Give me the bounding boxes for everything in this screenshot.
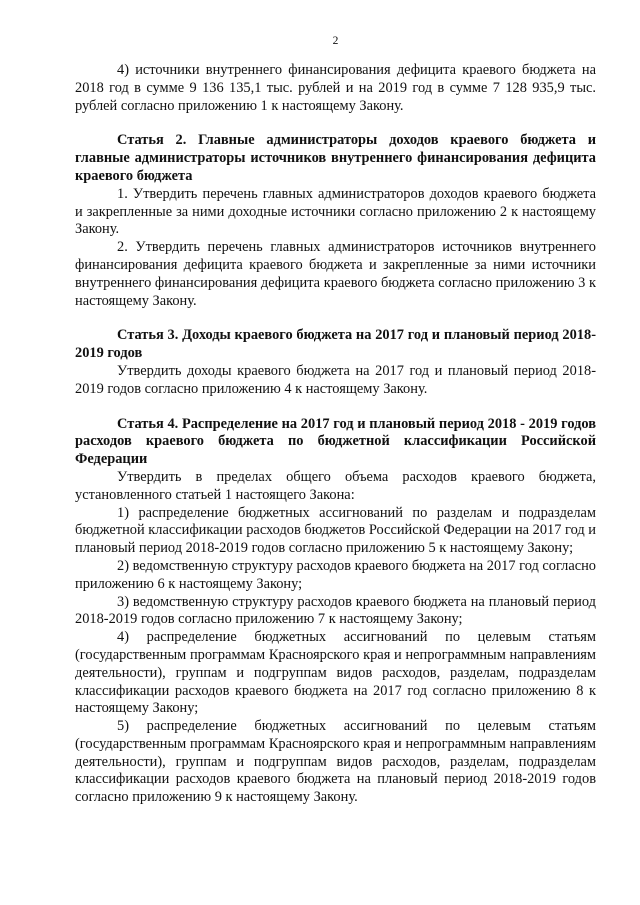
spacer [75,115,596,132]
article-4-item-1: 1) распределение бюджетных ассигнований по разделам и подразделам бюджетной классификации расходов бюджетов Российской Федерации на 2017 год и плановый период 2018-2019 годов согласно приложению 5 к настоящему Закону; [75,504,596,557]
article-2-paragraph-2: 2. Утвердить перечень главных администраторов источников внутреннего финансирования дефицита краевого бюджета и закрепленные за ними источники внутреннего финансирования дефицита краевого бюджета согласно приложению 3 к настоящему Закону. [75,239,596,309]
spacer [75,310,596,327]
article-3-paragraph-1: Утвердить доходы краевого бюджета на 2017 год и плановый период 2018-2019 годов согласно приложению 4 к настоящему Закону. [75,362,596,397]
article-4-item-2: 2) ведомственную структуру расходов краевого бюджета на 2017 год согласно приложению 6 к настоящему Закону; [75,557,596,592]
article-4-item-5: 5) распределение бюджетных ассигнований по целевым статьям (государственным программам Красноярского края и непрограммным направлениям деятельности), группам и подгруппам видов расходов, разделам, подразделам классификации расходов краевого бюджета на плановый период 2018-2019 годов согласно приложению 9 к настоящему Закону. [75,718,596,806]
article-4-item-3: 3) ведомственную структуру расходов краевого бюджета на плановый период 2018-2019 годов согласно приложению 7 к настоящему Закону; [75,593,596,628]
page-number: 2 [332,35,339,47]
article-4-item-4: 4) распределение бюджетных ассигнований по целевым статьям (государственным программам Красноярского края и непрограммным направлениям деятельности), группам и подгруппам видов расходов, разделам, подразделам классификации расходов краевого бюджета на 2017 год согласно приложению 8 к настоящему Закону; [75,629,596,717]
article-4-heading: Статья 4. Распределение на 2017 год и плановый период 2018 - 2019 годов расходов краевого бюджета по бюджетной классификации Российской Федерации [75,415,596,468]
intro-paragraph-4: 4) источники внутреннего финансирования дефицита краевого бюджета на 2018 год в сумме 9 136 135,1 тыс. рублей и на 2019 год в сумме 7 128 935,9 тыс. рублей согласно приложению 1 к настоящему Закону. [75,62,596,114]
article-2-heading: Статья 2. Главные администраторы доходов краевого бюджета и главные администраторы источников внутреннего финансирования дефицита краевого бюджета [75,132,596,184]
article-2-paragraph-1: 1. Утвердить перечень главных администраторов доходов краевого бюджета и закрепленные за ними доходные источники согласно приложению 2 к настоящему Закону. [75,185,596,238]
spacer [75,399,596,416]
article-3-heading: Статья 3. Доходы краевого бюджета на 2017 год и плановый период 2018-2019 годов [75,327,596,362]
article-4-paragraph-intro: Утвердить в пределах общего объема расходов краевого бюджета, установленного статьей 1 настоящего Закона: [75,468,596,503]
